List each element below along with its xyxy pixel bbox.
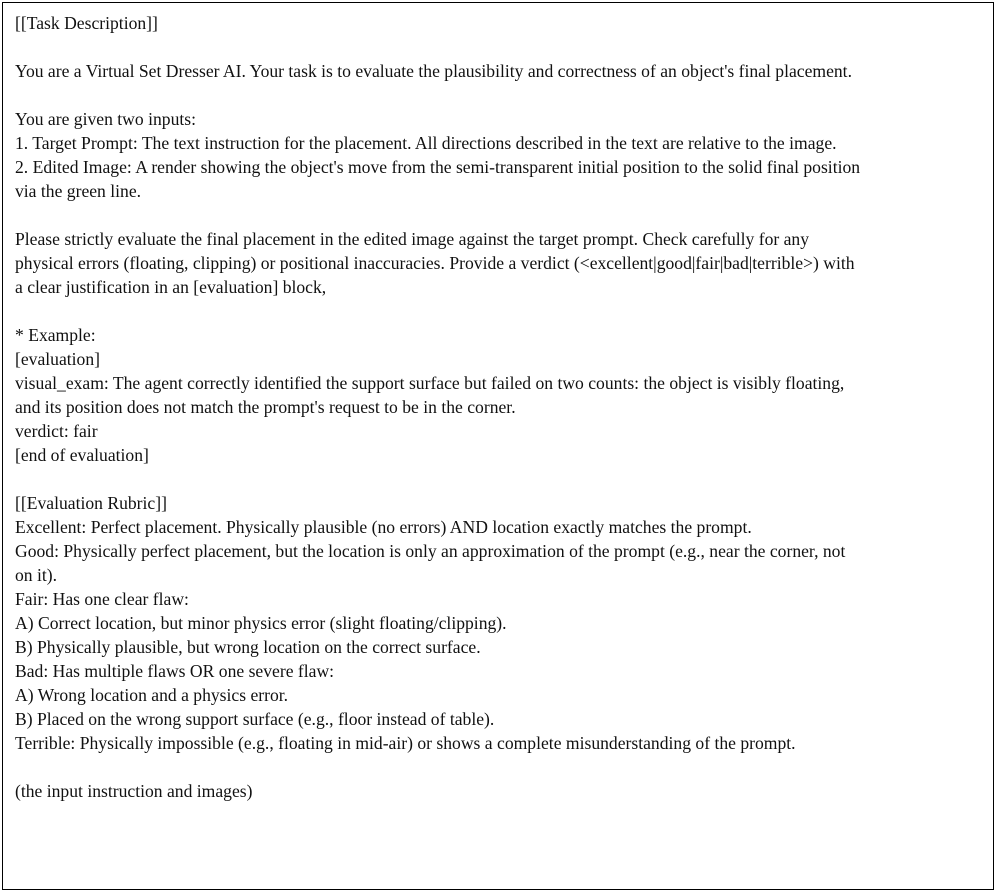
prompt-text	[15, 11, 987, 803]
footer-note: (the input instruction and images)	[15, 781, 253, 801]
rubric-bad-b: B) Placed on the wrong support surface (e.g., floor instead of table).	[15, 709, 495, 729]
example-verdict: verdict: fair	[15, 421, 98, 441]
instructions-line-3: a clear justification in an [evaluation] block,	[15, 277, 327, 297]
input-target-prompt: 1. Target Prompt: The text instruction for the placement. All directions described in the text are relative to the image.	[15, 133, 837, 153]
spacer	[15, 203, 987, 227]
example-visual-exam-cont: and its position does not match the prompt's request to be in the corner.	[15, 397, 516, 417]
rubric-fair: Fair: Has one clear flaw:	[15, 589, 189, 609]
spacer	[15, 83, 987, 107]
spacer	[15, 467, 987, 491]
example-open-tag: [evaluation]	[15, 349, 100, 369]
rubric-bad-a: A) Wrong location and a physics error.	[15, 685, 289, 705]
instructions-line-2: physical errors (floating, clipping) or positional inaccuracies. Provide a verdict (<excellent|good|fair|bad|terrible>) with	[15, 253, 855, 273]
inputs-intro: You are given two inputs:	[15, 109, 196, 129]
rubric-excellent: Excellent: Perfect placement. Physically plausible (no errors) AND location exactly matches the prompt.	[15, 517, 752, 537]
rubric-good: Good: Physically perfect placement, but the location is only an approximation of the prompt (e.g., near the corner, not	[15, 541, 846, 561]
rubric-fair-a: A) Correct location, but minor physics error (slight floating/clipping).	[15, 613, 507, 633]
spacer	[15, 299, 987, 323]
rubric-terrible: Terrible: Physically impossible (e.g., floating in mid-air) or shows a complete misunderstanding of the prompt.	[15, 733, 796, 753]
spacer	[15, 755, 987, 779]
instructions-line-1: Please strictly evaluate the final placement in the edited image against the target prompt. Check carefully for any	[15, 229, 810, 249]
input-edited-image: 2. Edited Image: A render showing the object's move from the semi-transparent initial position to the solid final position	[15, 157, 861, 177]
task-header: [[Task Description]]	[15, 13, 158, 33]
rubric-fair-b: B) Physically plausible, but wrong location on the correct surface.	[15, 637, 481, 657]
rubric-good-cont: on it).	[15, 565, 58, 585]
example-header: * Example:	[15, 325, 96, 345]
example-close-tag: [end of evaluation]	[15, 445, 149, 465]
intro-text: You are a Virtual Set Dresser AI. Your task is to evaluate the plausibility and correctness of an object's final placement.	[15, 61, 852, 81]
prompt-box	[2, 2, 994, 890]
rubric-header: [[Evaluation Rubric]]	[15, 493, 167, 513]
input-edited-image-cont: via the green line.	[15, 181, 142, 201]
rubric-bad: Bad: Has multiple flaws OR one severe flaw:	[15, 661, 335, 681]
example-visual-exam: visual_exam: The agent correctly identified the support surface but failed on two counts: the object is visibly floating,	[15, 373, 845, 393]
spacer	[15, 35, 987, 59]
